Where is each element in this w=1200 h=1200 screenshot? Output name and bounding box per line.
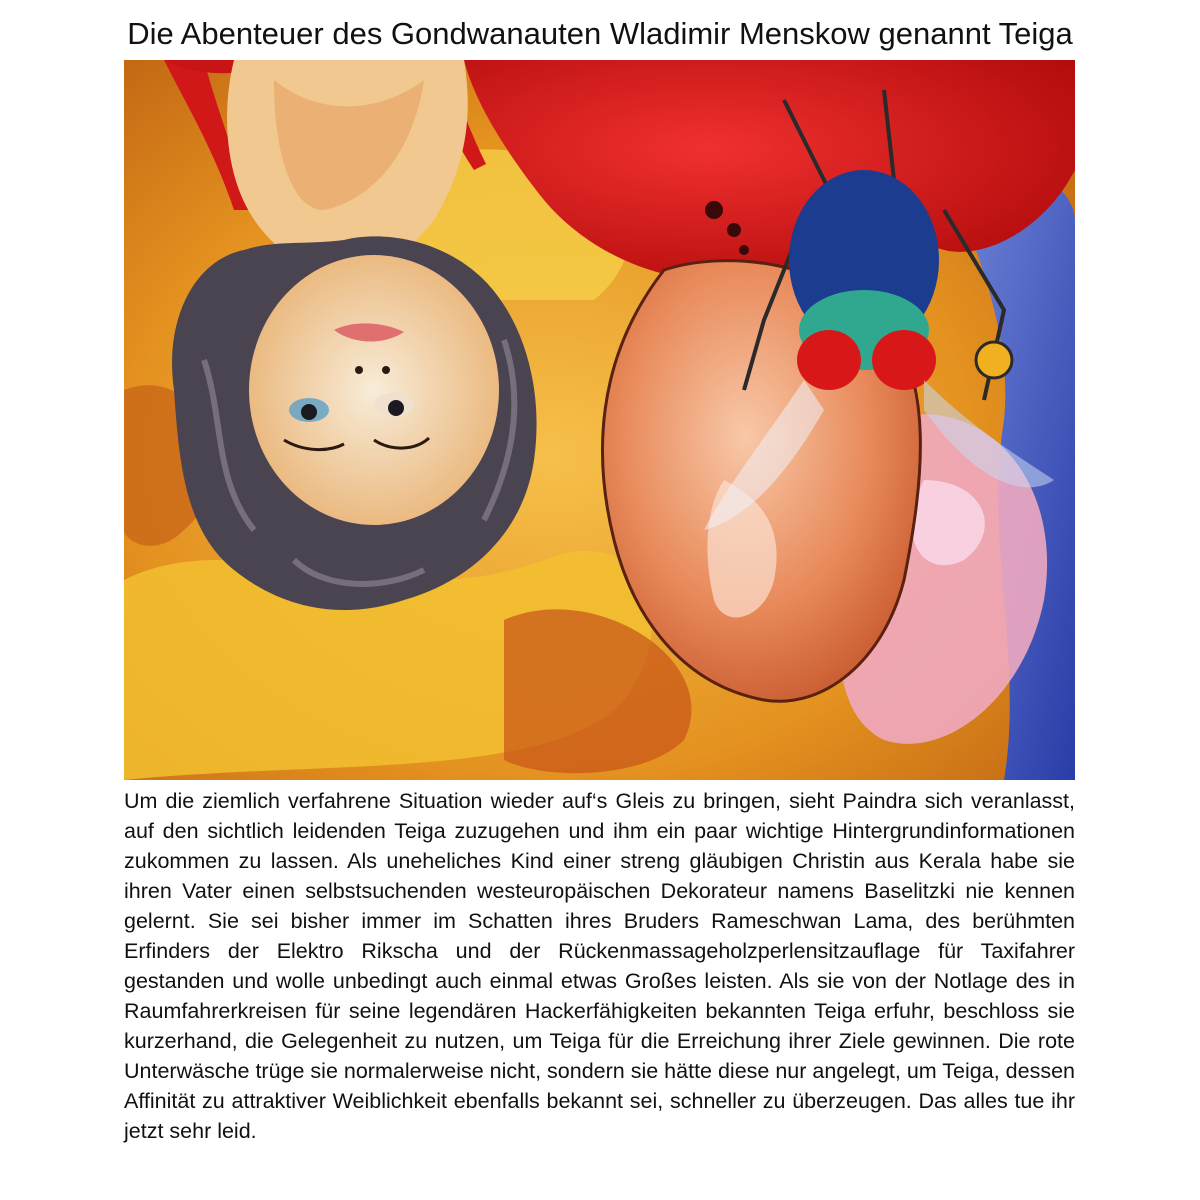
artwork-fly-eye-spot [976,342,1012,378]
artwork-woman-face [249,255,499,525]
artwork-woman-nostril [355,366,363,374]
artwork-red-dot [705,201,723,219]
story-text: Um die ziemlich verfahrene Situation wieder auf‘s Gleis zu bringen, sieht Paindra sich veranlasst, auf den sichtlich leidenden Teiga zuzugehen und ihm ein paar wichtige Hintergrundinformationen zukommen zu lassen. Als uneheliches Kind einer streng gläubigen Christin aus Kerala habe sie ihren Vater einen selbstsuchenden westeuropäischen Dekorateur namens Baselitzki nie kennen gelernt. Sie sei bisher immer im Schatten ihres Bruders Rameschwan Lama, des berühmten Erfinders der Elektro Rikscha und der Rückenmassageholzperlensitzauflage für Taxifahrer gestanden und wolle unbedingt auch einmal etwas Großes leisten. Als sie von der Notlage des in Raumfahrerkreisen für seine legendären Hackerfähigkeiten bekannten Teiga erfuhr, beschloss sie kurzerhand, die Gelegenheit zu nutzen, um Teiga für die Erreichung ihrer Ziele gewinnen. Die rote Unterwäsche trüge sie normalerweise nicht, sondern sie hätte diese nur angelegt, um Teiga, dessen Affinität zu attraktiver Weiblichkeit ebenfalls bekannt sei, schneller zu überzeugen. Das alles tue ihr jetzt sehr leid. [124,789,1075,1143]
artwork-woman-pupil [388,400,404,416]
artwork-svg [124,60,1075,780]
artwork-woman-pupil [301,404,317,420]
artwork-fly-eye [797,330,861,390]
artwork-fly-eye [872,330,936,390]
artwork-red-dot [739,245,749,255]
page-title: Die Abenteuer des Gondwanauten Wladimir Menskow genannt Teiga [127,16,1073,51]
artwork-woman-nostril [382,366,390,374]
artwork-illustration [124,60,1075,780]
artwork-red-dot [727,223,741,237]
